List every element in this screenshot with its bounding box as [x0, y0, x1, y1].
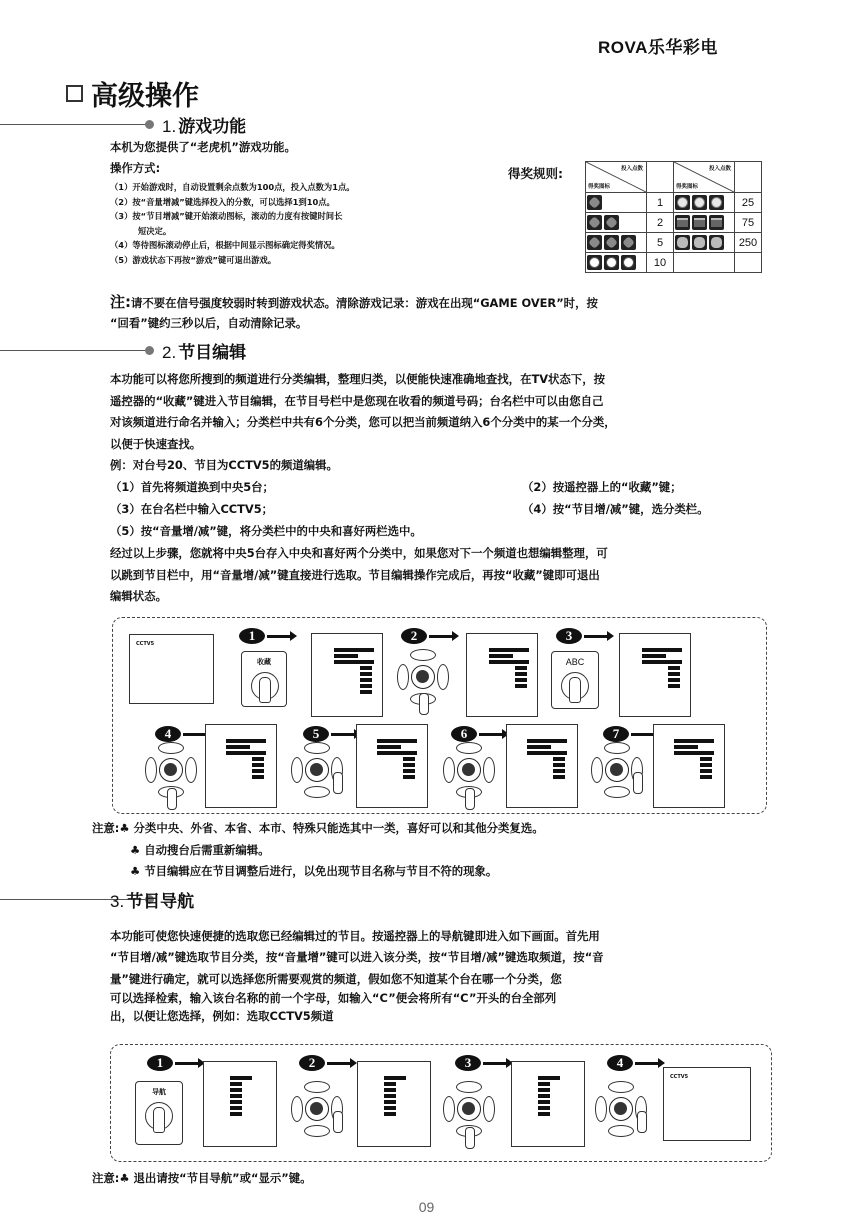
nav-menu-screen — [511, 1061, 585, 1147]
ex-step: （4）按“节目增/减”键，选分类栏。 — [522, 502, 709, 516]
section2-heading — [162, 338, 246, 363]
note-label: 注: — [110, 293, 131, 311]
slot-symbol-flower-icon — [674, 233, 735, 253]
prize-header-cell: 投入点数 得奖图标 — [674, 162, 735, 193]
slot-symbol-bar-icon — [674, 213, 735, 233]
prize-value: 25 — [735, 193, 762, 213]
section2-example: 例：对台号20、节目为CCTV5的频道编辑。 — [110, 458, 338, 472]
remote-key-favorite: 收藏 — [241, 651, 287, 707]
step-badge: 1 — [147, 1055, 201, 1071]
navigation-diagram-panel — [110, 1044, 772, 1162]
remote-dpad-icon — [397, 649, 449, 705]
step-badge: 3 — [455, 1055, 509, 1071]
method-step: （5）游戏状态下再按“游戏”键可退出游戏。 — [110, 254, 277, 265]
prize-row — [586, 193, 762, 213]
note-label: 注意: — [92, 821, 120, 835]
step-badge: 6 — [451, 726, 505, 742]
slot-symbol-dice-icon — [674, 193, 735, 213]
step-badge: 2 — [299, 1055, 353, 1071]
nav-menu-screen — [357, 1061, 431, 1147]
tv-screen — [663, 1067, 751, 1141]
ex-step: （5）按“音量增/减”键，将分类栏中的中央和喜好两栏选中。 — [110, 524, 422, 538]
section1-intro: 本机为您提供了“老虎机”游戏功能。 — [110, 140, 296, 154]
para-line: 以跳到节目栏中，用“音量增/减”键直接进行选取。节目编辑操作完成后，再按“收藏”键即可退出 — [110, 567, 600, 582]
prize-row — [586, 233, 762, 253]
nav-menu-screen — [203, 1061, 277, 1147]
edit-menu-screen — [506, 724, 578, 808]
method-label: 操作方式: — [110, 161, 161, 175]
method-step: （3）按“节目增减”键开始滚动图标，滚动的力度有按键时间长 — [110, 211, 343, 222]
step-badge: 1 — [239, 628, 293, 644]
method-step: （1）开始游戏时，自动设置剩余点数为100点，投入点数为1点。 — [110, 182, 355, 192]
method-step: （2）按“音量增减”键选择投入的分数，可以选择1到10点。 — [110, 196, 335, 207]
page-title — [66, 74, 199, 113]
remote-dpad-icon — [291, 1081, 343, 1137]
slot-symbol-x2-icon — [586, 213, 647, 233]
remote-dpad-icon — [443, 1081, 495, 1137]
note-item: 自动搜台后需重新编辑。 — [144, 842, 270, 857]
prize-value: 1 — [647, 193, 674, 213]
para-line: 编辑状态。 — [110, 589, 167, 603]
section2-notes — [92, 818, 812, 883]
arrow-right-icon — [327, 1062, 353, 1065]
para-line: 经过以上步骤，您就将中央5台存入中央和喜好两个分类中，如果您对下一个频道也想编辑整理，可 — [110, 546, 608, 560]
prize-row — [586, 253, 762, 273]
remote-dpad-icon — [595, 1081, 647, 1137]
arrow-right-icon — [175, 1062, 201, 1065]
para-line: 遥控器的“收藏”键进入节目编辑，在节目号栏中是您现在收看的频道号码；台名栏中可以由您自己 — [110, 393, 604, 408]
arrow-right-icon — [483, 1062, 509, 1065]
page-title-text: 高级操作 — [91, 81, 199, 112]
method-steps — [110, 180, 490, 268]
prize-value: 250 — [735, 233, 762, 253]
para-line: 出，以便让您选择，例如：选取CCTV5频道 — [110, 1009, 334, 1023]
edit-menu-screen — [205, 724, 277, 808]
club-bullet-icon: ♣ — [130, 842, 145, 857]
note-item: 退出请按“节目导航”或“显示”键。 — [133, 1171, 312, 1185]
edit-menu-screen — [466, 633, 538, 717]
section2-after — [110, 543, 800, 608]
prize-header-blank — [735, 162, 762, 193]
arrow-right-icon — [479, 733, 505, 736]
edit-menu-screen — [311, 633, 383, 717]
ex-step: （3）在台名栏中输入CCTV5； — [110, 502, 274, 516]
arrow-right-icon — [267, 635, 293, 638]
prize-value: 2 — [647, 213, 674, 233]
method-step: （4）等待图标滚动停止后，根据中间显示图标确定得奖情况。 — [110, 240, 340, 251]
tv-screen — [129, 634, 214, 704]
section3-num: 3. — [110, 892, 125, 911]
para-line: 本功能可以将您所搜到的频道进行分类编辑，整理归类，以便能快速准确地查找，在TV状态下，按 — [110, 372, 605, 386]
para-line: 本功能可使您快速便捷的选取您已经编辑过的节目。按遥控器上的导航键即进入如下画面。首先用 — [110, 929, 600, 943]
prize-header-blank — [647, 162, 674, 193]
step-badge: 4 — [155, 726, 209, 742]
checkbox-square-icon — [66, 85, 83, 102]
section-bullet-icon — [145, 120, 154, 129]
para-line: 对该频道进行命名并输入；分类栏中共有6个分类，您可以把当前频道纳入6个分类中的某一个分类， — [110, 415, 616, 429]
prize-value: 5 — [647, 233, 674, 253]
slot-symbol-x1-icon — [586, 193, 647, 213]
prize-label: 得奖规则: — [508, 166, 563, 181]
club-bullet-icon: ♣ — [130, 864, 145, 878]
para-line: 可以选择检索，输入该台名称的前一个字母，如输入“C”便会将所有“C”开头的台全部列 — [110, 990, 557, 1005]
section2-paragraph — [110, 369, 800, 455]
method-step: 短决定。 — [138, 225, 172, 236]
slot-symbol-x3-icon — [586, 233, 647, 253]
note-line: “回看”键约三秒以后，自动清除记录。 — [110, 315, 308, 330]
section1-num: 1. — [162, 117, 177, 136]
note-line: 请不要在信号强度较弱时转到游戏状态。清除游戏记录：游戏在出现“GAME OVER”时，按 — [131, 296, 598, 310]
edit-diagram-panel — [112, 617, 767, 814]
finger-press-icon — [153, 1107, 165, 1133]
ex-step: （1）首先将频道换到中央5台； — [110, 480, 274, 494]
section2-num: 2. — [162, 343, 177, 362]
section3-note — [92, 1168, 782, 1190]
edit-menu-screen — [653, 724, 725, 808]
club-bullet-icon: ♣ — [119, 821, 134, 835]
screen-channel-label: CCTV5 — [136, 641, 155, 647]
remote-dpad-icon — [145, 742, 197, 798]
step-badge: 3 — [556, 628, 610, 644]
section1-heading — [162, 112, 246, 137]
section3-heading — [110, 887, 194, 912]
remote-dpad-icon — [291, 742, 343, 798]
step-badge: 7 — [603, 726, 657, 742]
section2-title: 节目编辑 — [178, 343, 247, 363]
edit-menu-screen — [356, 724, 428, 808]
ex-step: （2）按遥控器上的“收藏”键； — [522, 480, 682, 494]
para-line: 以便于快速查找。 — [110, 436, 202, 451]
prize-empty-cell — [735, 253, 762, 273]
note-item: 分类中央、外省、本省、本市、特殊只能选其中一类，喜好可以和其他分类复选。 — [133, 821, 544, 835]
note-item: 节目编辑应在节目调整后进行，以免出现节目名称与节目不符的现象。 — [144, 864, 498, 878]
section-divider-line — [0, 350, 148, 351]
step-badge: 2 — [401, 628, 455, 644]
note-label: 注意: — [92, 1171, 120, 1185]
arrow-right-icon — [635, 1062, 661, 1065]
slot-symbol-clock-icon — [586, 253, 647, 273]
arrow-right-icon — [584, 635, 610, 638]
remote-key-abc: ABC — [551, 651, 599, 709]
arrow-right-icon — [429, 635, 455, 638]
step-badge: 4 — [607, 1055, 661, 1071]
arrow-right-icon — [331, 733, 357, 736]
remote-dpad-icon — [443, 742, 495, 798]
club-bullet-icon: ♣ — [119, 1171, 134, 1185]
finger-press-icon — [569, 677, 581, 703]
section1-title: 游戏功能 — [178, 117, 247, 137]
para-line: “节目增/减”键选取节目分类，按“音量增”键可以进入该分类，按“节目增/减”键选取频道，按“音 — [110, 949, 604, 964]
section-bullet-icon — [145, 346, 154, 355]
prize-value: 10 — [647, 253, 674, 273]
remote-key-navigation: 导航 — [135, 1081, 183, 1145]
section-divider-line — [0, 124, 148, 125]
prize-table — [585, 161, 762, 273]
section3-title: 节目导航 — [126, 892, 195, 912]
finger-press-icon — [259, 677, 271, 703]
step-badge: 5 — [303, 726, 357, 742]
edit-menu-screen — [619, 633, 691, 717]
prize-value: 75 — [735, 213, 762, 233]
prize-header-cell: 投入点数 得奖图标 — [586, 162, 647, 193]
para-line: 量”键进行确定，就可以选择您所需要观赏的频道，假如您不知道某个台在哪一个分类，您 — [110, 972, 562, 986]
section1-note — [110, 292, 810, 334]
remote-dpad-icon — [591, 742, 643, 798]
prize-row — [586, 213, 762, 233]
brand-logo: ROVA乐华彩电 — [598, 38, 718, 57]
page-number: 09 — [418, 1199, 435, 1215]
prize-empty-cell — [674, 253, 735, 273]
section3-paragraph — [110, 927, 800, 1026]
screen-channel-label: CCTV5 — [670, 1074, 689, 1080]
